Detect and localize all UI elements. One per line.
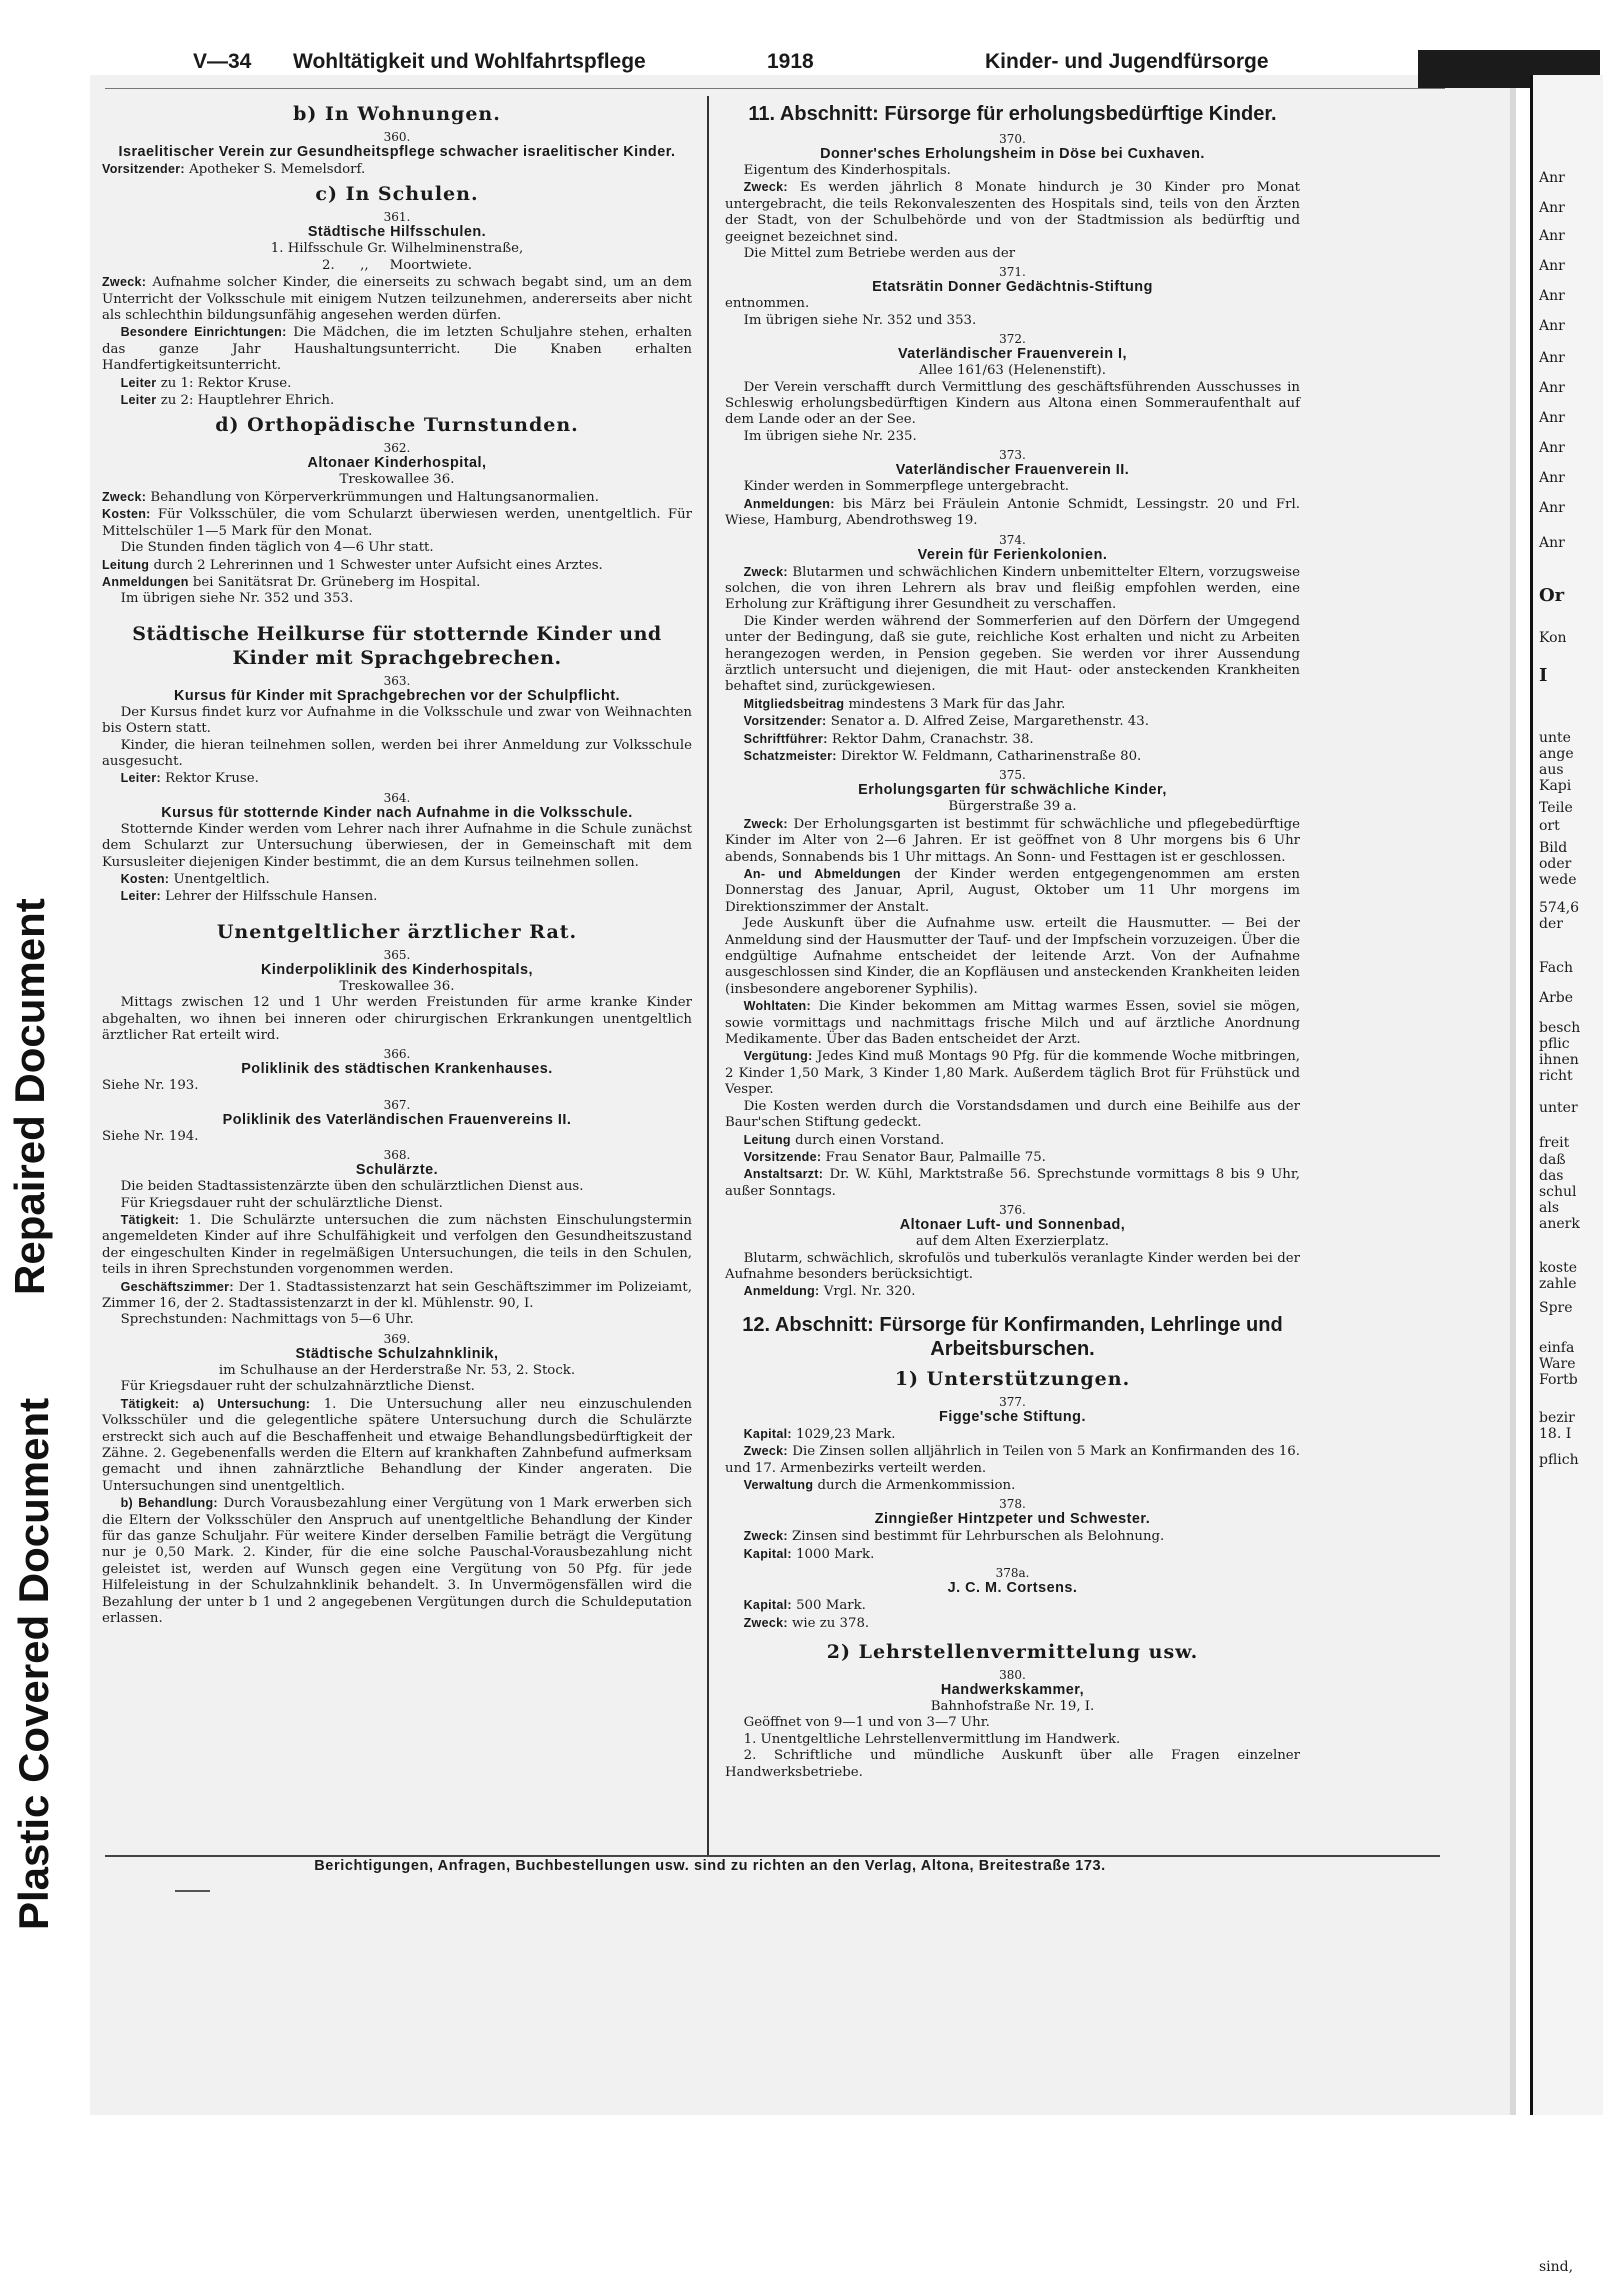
- header-right-title: Kinder- und Jugendfürsorge: [985, 50, 1269, 73]
- paragraph: Eigentum des Kinderhospitals.: [743, 163, 951, 178]
- field-value: Es werden jährlich 8 Monate hindurch je 30 Kinder pro Monat untergebracht, die teils Rekonvaleszenten des Hospitals sind, teils von den Ärzten der Stadt, von der Schulbehörde und von der Stadtmission als bedürftig und geeignet bezeichnet sind.: [725, 180, 1300, 245]
- field-value: Apotheker S. Memelsdorf.: [189, 162, 366, 177]
- repaired-document-label: Repaired Document: [6, 898, 53, 1295]
- field-value: Für Volksschüler, die vom Schularzt überwiesen werden, unentgeltlich. Für Mittelschüler 1—5 Mark für den Monat.: [102, 507, 692, 539]
- field-value: 1. Die Untersuchung aller neu einzuschulenden Volksschüler und die gelegentliche spätere Untersuchung durch die Schulärzte erstreckt sich auch auf die Beschaffenheit und etwaige Behandlungsbedürftigkeit der Zähne. 2. Gegebenenfalls werden die Eltern auf krankhaften Zahnbefund aufmerksam gemacht und ihnen zahnärztliche Behandlung der Kinder angeraten. Die Untersuchungen sind unentgeltlich.: [102, 1396, 692, 1494]
- field-value: Durch Vorausbezahlung einer Vergütung von 1 Mark erwerben sich die Eltern der Volksschüler den Anspruch auf unentgeltliche Behandlung der Kinder für das ganze Schuljahr. Für weitere Kinder derselben Familie beträgt die Vergütung nur je 0,50 Mark. 2. Kinder, für die eine solche Pauschal-Vorausbezahlung nicht geleistet ist, werden auf Wunsch gegen eine Vergütung von 50 Pfg. für jede Hilfeleistung in der Schulzahnklinik behandelt. 3. In Unvermögensfällen wird die Bezahlung der unter b 1 und 2 angegebenen Vergütungen durch die Schuldeputation erlassen.: [102, 1496, 692, 1626]
- next-page-fragment: I: [1539, 665, 1548, 686]
- address-line: Treskowallee 36.: [339, 978, 455, 994]
- field-value: durch 2 Lehrerinnen und 1 Schwester unter Aufsicht eines Arztes.: [153, 557, 603, 573]
- next-page-fragment: 574,6: [1539, 900, 1580, 916]
- paragraph: Blutarm, schwächlich, skrofulös und tuberkulös veranlagte Kinder werden bei der Aufnahme besonders berücksichtigt.: [725, 1250, 1300, 1282]
- paragraph: Im übrigen siehe Nr. 235.: [743, 428, 917, 444]
- next-page-fragment: ihnen: [1539, 1052, 1579, 1068]
- section-heading: Städtische Heilkurse für stotternde Kinder und Kinder mit Sprachgebrechen.: [132, 622, 662, 669]
- section-heading: Unentgeltlicher ärztlicher Rat.: [216, 920, 578, 943]
- next-page-fragment: pflich: [1539, 1452, 1579, 1468]
- field-label: Schriftführer:: [743, 731, 828, 746]
- next-page-fragment: Anr: [1539, 410, 1565, 426]
- section-heading: 1) Unterstützungen.: [894, 1367, 1131, 1390]
- field-value: Der 1. Stadtassistenzarzt hat sein Geschäftszimmer im Polizeiamt, Zimmer 16, der 2. Stadtassistenzarzt in der kl. Mühlenstr. 90, I.: [102, 1279, 692, 1312]
- field-value: Behandlung von Körperverkrümmungen und Haltungsanormalien.: [150, 489, 599, 505]
- address-line: Allee 161/63 (Helenenstift).: [919, 363, 1106, 379]
- field-value: bis März bei Fräulein Antonie Schmidt, Lessingstr. 20 und Frl. Wiese, Hamburg, Abendrothsweg 19.: [725, 496, 1300, 529]
- entry-number: 380.: [999, 1668, 1026, 1682]
- field-value: Unentgeltlich.: [173, 871, 270, 887]
- entry-title: Israelitischer Verein zur Gesundheitspflege schwacher israelitischer Kinder.: [118, 144, 676, 160]
- section-heading: 2) Lehrstellenvermittelung usw.: [826, 1641, 1199, 1663]
- next-page-fragment: Spre: [1539, 1300, 1573, 1316]
- entry-number: 360.: [383, 130, 411, 144]
- next-page-fragment: Anr: [1539, 535, 1565, 551]
- entry-title: Altonaer Kinderhospital,: [307, 455, 487, 472]
- field-label: Leiter:: [120, 889, 161, 904]
- next-page-fragment: Anr: [1539, 258, 1565, 274]
- entry-title: Städtische Hilfsschulen.: [307, 224, 487, 241]
- entry-number: 375.: [999, 768, 1026, 783]
- entry-title: Handwerkskammer,: [940, 1682, 1085, 1698]
- left-column: [102, 98, 692, 1627]
- paragraph: Im übrigen siehe Nr. 352 und 353.: [120, 591, 354, 607]
- field-label: Leitung: [743, 1132, 791, 1147]
- field-label: Leiter:: [120, 771, 161, 786]
- field-value: Vrgl. Nr. 320.: [823, 1284, 916, 1300]
- entry-number: 378.: [999, 1497, 1026, 1512]
- paragraph: Siehe Nr. 194.: [102, 1128, 199, 1144]
- field-label: a) Untersuchung:: [192, 1396, 311, 1411]
- address-line: 1. Hilfsschule Gr. Wilhelminenstraße,: [270, 241, 524, 257]
- field-value: durch einen Vorstand.: [795, 1132, 945, 1148]
- section-heading: d) Orthopädische Turnstunden.: [215, 414, 579, 437]
- next-page-fragment: Anr: [1539, 380, 1565, 396]
- entry-title: Poliklinik des Vaterländischen Frauenvereins II.: [222, 1111, 572, 1128]
- paragraph: Mittags zwischen 12 und 1 Uhr werden Freistunden für arme kranke Kinder abgehalten, wo ihnen bei inneren oder chirurgischen Erkrankungen unentgeltlich ärztlicher Rat erteilt wird.: [102, 995, 692, 1043]
- paragraph: Der Kursus findet kurz vor Aufnahme in die Volksschule und zwar von Weihnachten bis Ostern statt.: [102, 704, 692, 737]
- scan-mark: [175, 1890, 210, 1892]
- field-value: Die Mädchen, die im letzten Schuljahre stehen, erhalten das ganze Jahr Haushaltungsunterricht. Die Knaben erhalten Handfertigkeitsunterricht.: [102, 325, 692, 374]
- field-value: der Kinder werden entgegengenommen am ersten Donnerstag des Januar, April, August, Oktober um 11 Uhr morgens im Direktionszimmer der Anstalt.: [725, 867, 1300, 915]
- chapter-heading: 12. Abschnitt: Fürsorge für Konfirmanden, Lehrlinge und Arbeitsburschen.: [742, 1313, 1283, 1360]
- field-value: Frau Senator Baur, Palmaille 75.: [825, 1149, 1046, 1165]
- entry-number: 367.: [383, 1097, 411, 1112]
- next-page-fragment: Ware: [1539, 1356, 1576, 1372]
- entry-number: 363.: [383, 673, 411, 688]
- field-label: Zweck:: [102, 275, 147, 290]
- field-label: Kapital:: [743, 1426, 792, 1441]
- field-value: Rektor Dahm, Cranachstr. 38.: [831, 731, 1034, 747]
- next-page-fragment: unter: [1539, 1100, 1578, 1116]
- plastic-covered-label: Plastic Covered Document: [10, 1397, 57, 1930]
- field-label: Kapital:: [743, 1546, 792, 1561]
- address-line: Bahnhofstraße Nr. 19, I.: [930, 1699, 1095, 1714]
- next-page-fragment: der: [1539, 916, 1563, 932]
- field-value: Jedes Kind muß Montags 90 Pfg. für die kommende Woche mitbringen, 2 Kinder 1,50 Mark, 3 Kinder 1,80 Mark. Außerdem täglich Brot für Frühstück und Vesper.: [725, 1049, 1300, 1098]
- field-label: Zweck:: [743, 1529, 788, 1544]
- entry-number: 369.: [383, 1331, 411, 1346]
- next-page-fragment: bezir: [1539, 1410, 1575, 1426]
- next-page-fragment: Anr: [1539, 228, 1565, 244]
- footer-rule: [105, 1855, 1440, 1857]
- next-page-fragment: Kapi: [1539, 778, 1572, 794]
- next-page-fragment: als: [1539, 1200, 1560, 1216]
- next-page-fragment: Fortb: [1539, 1372, 1578, 1388]
- next-page-fragment: Anr: [1539, 350, 1565, 366]
- next-page-fragment: richt: [1539, 1068, 1573, 1084]
- entry-title: Städtische Schulzahnklinik,: [295, 1345, 499, 1362]
- next-page-fragment: freit: [1539, 1135, 1570, 1151]
- entry-number: 377.: [999, 1394, 1026, 1409]
- section-heading: b) In Wohnungen.: [293, 103, 501, 125]
- field-label: Vorsitzender:: [743, 714, 827, 729]
- paragraph: Die Stunden finden täglich von 4—6 Uhr statt.: [120, 540, 434, 556]
- next-page-edge: [1530, 75, 1603, 2275]
- entry-number: 366.: [383, 1047, 411, 1062]
- entry-number: 373.: [999, 448, 1026, 463]
- entry-number: 376.: [999, 1203, 1026, 1218]
- field-label: Zweck:: [743, 564, 788, 579]
- field-label: Anmeldung:: [743, 1284, 820, 1299]
- field-label: Anstaltsarzt:: [743, 1167, 824, 1182]
- list-item: 2. Schriftliche und mündliche Auskunft über alle Fragen einzelner Handwerksbetriebe.: [725, 1748, 1300, 1780]
- entry-title: Zinngießer Hintzpeter und Schwester.: [874, 1511, 1151, 1528]
- paragraph: Jede Auskunft über die Aufnahme usw. erteilt die Hausmutter. — Bei der Anmeldung sind der Hausmutter der Tauf- und der Impfschein vorzuzeigen. Über die endgültige Aufnahme entscheidet der leitende Arzt. Von der Aufnahme ausgeschlossen sind Kinder, die an Kopfläusen und ansteckenden Krankheiten leiden (insbesondere angeborener Syphilis).: [725, 916, 1300, 997]
- field-value: Senator a. D. Alfred Zeise, Margarethenstr. 43.: [830, 714, 1149, 730]
- field-value: Lehrer der Hilfsschule Hansen.: [165, 889, 378, 905]
- paragraph: Im übrigen siehe Nr. 352 und 353.: [743, 312, 977, 328]
- header-year: 1918: [767, 50, 814, 73]
- next-page-fragment: pflic: [1539, 1036, 1570, 1052]
- entry-title: Schulärzte.: [355, 1162, 439, 1179]
- entry-title: Etatsrätin Donner Gedächtnis-Stiftung: [872, 279, 1153, 296]
- field-label: Zweck:: [102, 489, 147, 504]
- page-header: [105, 42, 1305, 82]
- field-value: Blutarmen und schwächlichen Kindern unbemittelter Eltern, vorzugsweise solchen, die von ihren Lehrern als brav und fleißig empfohlen werden, eine Erholung zur Kräftigung ihrer Gesundheit zu verschaffen.: [725, 564, 1300, 613]
- entry-number: 371.: [999, 265, 1026, 280]
- entry-title: Poliklinik des städtischen Krankenhauses.: [241, 1061, 553, 1078]
- right-column: [725, 98, 1300, 1781]
- field-value: Rektor Kruse.: [165, 771, 259, 787]
- field-label: Anmeldungen:: [743, 496, 835, 511]
- next-page-fragment: Anr: [1539, 470, 1565, 486]
- field-value: Dr. W. Kühl, Marktstraße 56. Sprechstunde vormittags 8 bis 9 Uhr, außer Sonntags.: [725, 1167, 1300, 1199]
- paragraph: Die Kinder werden während der Sommerferien auf den Dörfern der Umgegend unter der Bedingung, daß sie gute, reichliche Kost erhalten und nicht zu Arbeiten herangezogen werden, in Pension gegeben. Sie werden vor ihrer Aussendung ärztlich untersucht und diejenigen, die mit Haut- oder ansteckenden Krankheiten behaftet sind, zurückgewiesen.: [725, 613, 1300, 695]
- field-label: Geschäftszimmer:: [120, 1279, 234, 1294]
- next-page-fragment: Anr: [1539, 440, 1565, 456]
- next-page-fragment: Or: [1539, 585, 1565, 606]
- field-value: Die Kinder bekommen am Mittag warmes Essen, soviel sie mögen, sowie vormittags und nachmittags frische Milch und auf ärztliche Anordnung Medikamente. Über das Baden entscheidet der Arzt.: [725, 999, 1300, 1048]
- entry-number: 374.: [999, 532, 1026, 547]
- field-label: Zweck:: [743, 1615, 788, 1630]
- field-value: mindestens 3 Mark für das Jahr.: [848, 696, 1066, 712]
- field-label: Vorsitzender:: [102, 162, 185, 176]
- paragraph: Die beiden Stadtassistenzärzte üben den schulärztlichen Dienst aus.: [120, 1179, 584, 1195]
- column-rule: [707, 96, 709, 1856]
- address-line: auf dem Alten Exerzierplatz.: [916, 1234, 1109, 1250]
- next-page-fragment: ort: [1539, 818, 1560, 834]
- entry-number: 372.: [999, 332, 1026, 347]
- entry-title: Verein für Ferienkolonien.: [917, 546, 1108, 563]
- entry-title: J. C. M. Cortsens.: [947, 1580, 1078, 1597]
- next-page-fragment: Kon: [1539, 630, 1567, 646]
- field-label: Zweck:: [743, 1444, 788, 1459]
- paragraph: entnommen.: [725, 296, 810, 312]
- field-label: Zweck:: [743, 180, 788, 195]
- paragraph: Kinder werden in Sommerpflege untergebracht.: [743, 479, 1070, 495]
- next-page-fragment: einfa: [1539, 1340, 1575, 1356]
- next-page-fragment: wede: [1539, 872, 1577, 888]
- next-page-fragment: koste: [1539, 1260, 1578, 1276]
- next-page-fragment: Anr: [1539, 318, 1565, 334]
- field-label: Vergütung:: [743, 1049, 813, 1064]
- field-value: 1000 Mark.: [796, 1546, 875, 1562]
- next-page-fragment: Fach: [1539, 960, 1573, 976]
- paragraph: Kinder, die hieran teilnehmen sollen, werden bei ihrer Anmeldung zur Volksschule ausgesucht.: [102, 737, 692, 769]
- entry-title: Kursus für Kinder mit Sprachgebrechen vor der Schulpflicht.: [173, 687, 621, 704]
- field-value: Direktor W. Feldmann, Catharinenstraße 80.: [840, 748, 1142, 764]
- list-item: 1. Unentgeltliche Lehrstellenvermittlung im Handwerk.: [743, 1731, 1121, 1747]
- paragraph: Geöffnet von 9—1 und von 3—7 Uhr.: [743, 1715, 990, 1731]
- entry-number: 378a.: [995, 1566, 1030, 1581]
- entry-title: Erholungsgarten für schwächliche Kinder,: [858, 782, 1167, 799]
- next-page-fragment: das: [1539, 1168, 1564, 1184]
- next-page-fragment: 18. I: [1539, 1426, 1572, 1442]
- section-heading: c) In Schulen.: [315, 183, 479, 206]
- next-page-fragment: besch: [1539, 1020, 1581, 1036]
- field-value: 500 Mark.: [796, 1598, 866, 1614]
- address-line: 2. ,, Moortwiete.: [322, 257, 472, 273]
- field-value: zu 2: Hauptlehrer Ehrich.: [160, 393, 335, 409]
- field-label: Schatzmeister:: [743, 748, 837, 763]
- paragraph: Für Kriegsdauer ruht der schulzahnärztliche Dienst.: [120, 1379, 475, 1395]
- paragraph: Die Kosten werden durch die Vorstandsdamen und durch eine Beihilfe aus der Baur'schen Stiftung gedeckt.: [725, 1098, 1300, 1131]
- field-label: Anmeldungen: [102, 574, 189, 589]
- field-label: An- und Abmeldungen: [743, 867, 901, 881]
- entry-number: 370.: [999, 132, 1026, 146]
- field-value: 1. Die Schulärzte untersuchen die zum nächsten Einschulungstermin angemeldeten Kinder auf ihre Schulfähigkeit und verfolgen den Gesundheitszustand der eingeschulten Kinder in regelmäßigen Untersuchungen, die teils in den Schulen, teils in ihren Sprechstunden vorgenommen werden.: [102, 1213, 692, 1278]
- paragraph: Die Mittel zum Betriebe werden aus der: [743, 246, 1016, 262]
- page-footer: Berichtigungen, Anfragen, Buchbestellungen usw. sind zu richten an den Verlag, Altona, Breitestraße 173.: [314, 1858, 1106, 1874]
- entry-number: 365.: [383, 947, 411, 962]
- header-left-title: Wohltätigkeit und Wohlfahrtspflege: [293, 50, 646, 73]
- next-page-fragment: oder: [1539, 856, 1572, 872]
- chapter-heading: 11. Abschnitt: Fürsorge für erholungsbedürftige Kinder.: [748, 103, 1277, 125]
- address-line: im Schulhause an der Herderstraße Nr. 53, 2. Stock.: [218, 1362, 576, 1378]
- address-line: Treskowallee 36.: [339, 472, 455, 488]
- next-page-fragment: Anr: [1539, 170, 1565, 186]
- field-label: Leitung: [102, 557, 150, 572]
- field-label: Leiter: [120, 375, 157, 390]
- next-page-fragment: Anr: [1539, 500, 1565, 516]
- entry-number: 364.: [383, 790, 411, 805]
- entry-title: Altonaer Luft- und Sonnenbad,: [899, 1217, 1126, 1234]
- next-page-fragment: ange: [1539, 746, 1574, 762]
- field-value: Der Erholungsgarten ist bestimmt für schwächliche und pflegebedürftige Kinder im Alter von 2—6 Jahren. Er ist geöffnet von 8 Uhr morgens bis 6 Uhr abends, Sonnabends bis 1 Uhr mittags. An Sonn- und Festtagen ist er geschlossen.: [725, 816, 1300, 865]
- field-value: durch die Armenkommission.: [817, 1477, 1016, 1493]
- field-value: Die Zinsen sollen alljährlich in Teilen von 5 Mark an Konfirmanden des 16. und 17. Armenbezirks verteilt werden.: [725, 1444, 1300, 1476]
- next-page-fragment: sind,: [1539, 2259, 1574, 2275]
- field-label: Kapital:: [743, 1598, 792, 1613]
- entry-title: Figge'sche Stiftung.: [939, 1408, 1086, 1425]
- entry-title: Vaterländischer Frauenverein II.: [895, 462, 1130, 479]
- paragraph: Sprechstunden: Nachmittags von 5—6 Uhr.: [120, 1312, 414, 1328]
- page-number: V—34: [193, 50, 252, 73]
- entry-number: 362.: [383, 441, 411, 456]
- next-page-fragment: anerk: [1539, 1216, 1580, 1232]
- next-page-fragment: unte: [1539, 730, 1571, 746]
- next-page-fragment: Anr: [1539, 288, 1565, 304]
- entry-title: Donner'sches Erholungsheim in Döse bei Cuxhaven.: [820, 146, 1205, 162]
- next-page-fragment: Arbe: [1539, 990, 1574, 1006]
- field-label: Verwaltung: [743, 1477, 814, 1492]
- paragraph: Der Verein verschafft durch Vermittlung des geschäftsführenden Ausschusses in Schleswig erholungsbedürftigen Kindern aus Altona einen Sommeraufenthalt auf dem Lande oder an der See.: [725, 379, 1300, 428]
- next-page-fragment: Bild: [1539, 840, 1568, 856]
- field-label: Wohltaten:: [743, 999, 811, 1014]
- next-page-fragment: daß: [1539, 1152, 1566, 1168]
- field-label: Mitgliedsbeitrag: [743, 696, 845, 711]
- next-page-fragment: aus: [1539, 762, 1564, 778]
- field-label: Tätigkeit:: [120, 1396, 180, 1411]
- field-label: Kosten:: [102, 507, 151, 522]
- entry-title: Kinderpoliklinik des Kinderhospitals,: [261, 961, 533, 978]
- entry-title: Vaterländischer Frauenverein I,: [897, 346, 1128, 363]
- field-label: Leiter: [120, 393, 157, 408]
- field-value: zu 1: Rektor Kruse.: [160, 375, 292, 391]
- field-label: b) Behandlung:: [120, 1496, 218, 1511]
- field-label: Kosten:: [120, 871, 170, 886]
- address-line: Bürgerstraße 39 a.: [948, 799, 1077, 815]
- header-rule: [105, 88, 1445, 89]
- paragraph: Siehe Nr. 193.: [102, 1078, 199, 1094]
- field-value: wie zu 378.: [792, 1615, 870, 1631]
- entry-title: Kursus für stotternde Kinder nach Aufnahme in die Volksschule.: [161, 804, 633, 821]
- field-label: Tätigkeit:: [120, 1213, 180, 1228]
- field-label: Vorsitzende:: [743, 1149, 822, 1164]
- field-value: bei Sanitätsrat Dr. Grüneberg im Hospital.: [192, 574, 481, 590]
- next-page-fragment: schul: [1539, 1184, 1577, 1200]
- field-value: Zinsen sind bestimmt für Lehrburschen als Belohnung.: [792, 1529, 1165, 1545]
- field-value: 1029,23 Mark.: [796, 1426, 896, 1442]
- paragraph: Stotternde Kinder werden vom Lehrer nach ihrer Aufnahme in die Schule zunächst dem Schularzt zur Untersuchung überwiesen, der in Gemeinschaft mit dem Kursusleiter diejenigen Kinder bestimmt, die an dem Kursus teilnehmen sollen.: [102, 821, 692, 870]
- field-value: Aufnahme solcher Kinder, die einerseits zu schwach begabt sind, um an dem Unterricht der Volksschule mit einigem Nutzen teilzunehmen, andererseits aber nicht als schlechthin bildungsunfähig angesehen werden dürfen.: [102, 275, 692, 324]
- entry-number: 368.: [383, 1148, 411, 1163]
- field-label: Besondere Einrichtungen:: [120, 325, 287, 340]
- next-page-fragment: Anr: [1539, 200, 1565, 216]
- entry-number: 361.: [383, 210, 411, 225]
- field-label: Zweck:: [743, 816, 788, 831]
- next-page-fragment: Teile: [1539, 800, 1573, 816]
- paragraph: Für Kriegsdauer ruht der schulärztliche Dienst.: [120, 1195, 443, 1211]
- next-page-fragment: zahle: [1539, 1276, 1577, 1292]
